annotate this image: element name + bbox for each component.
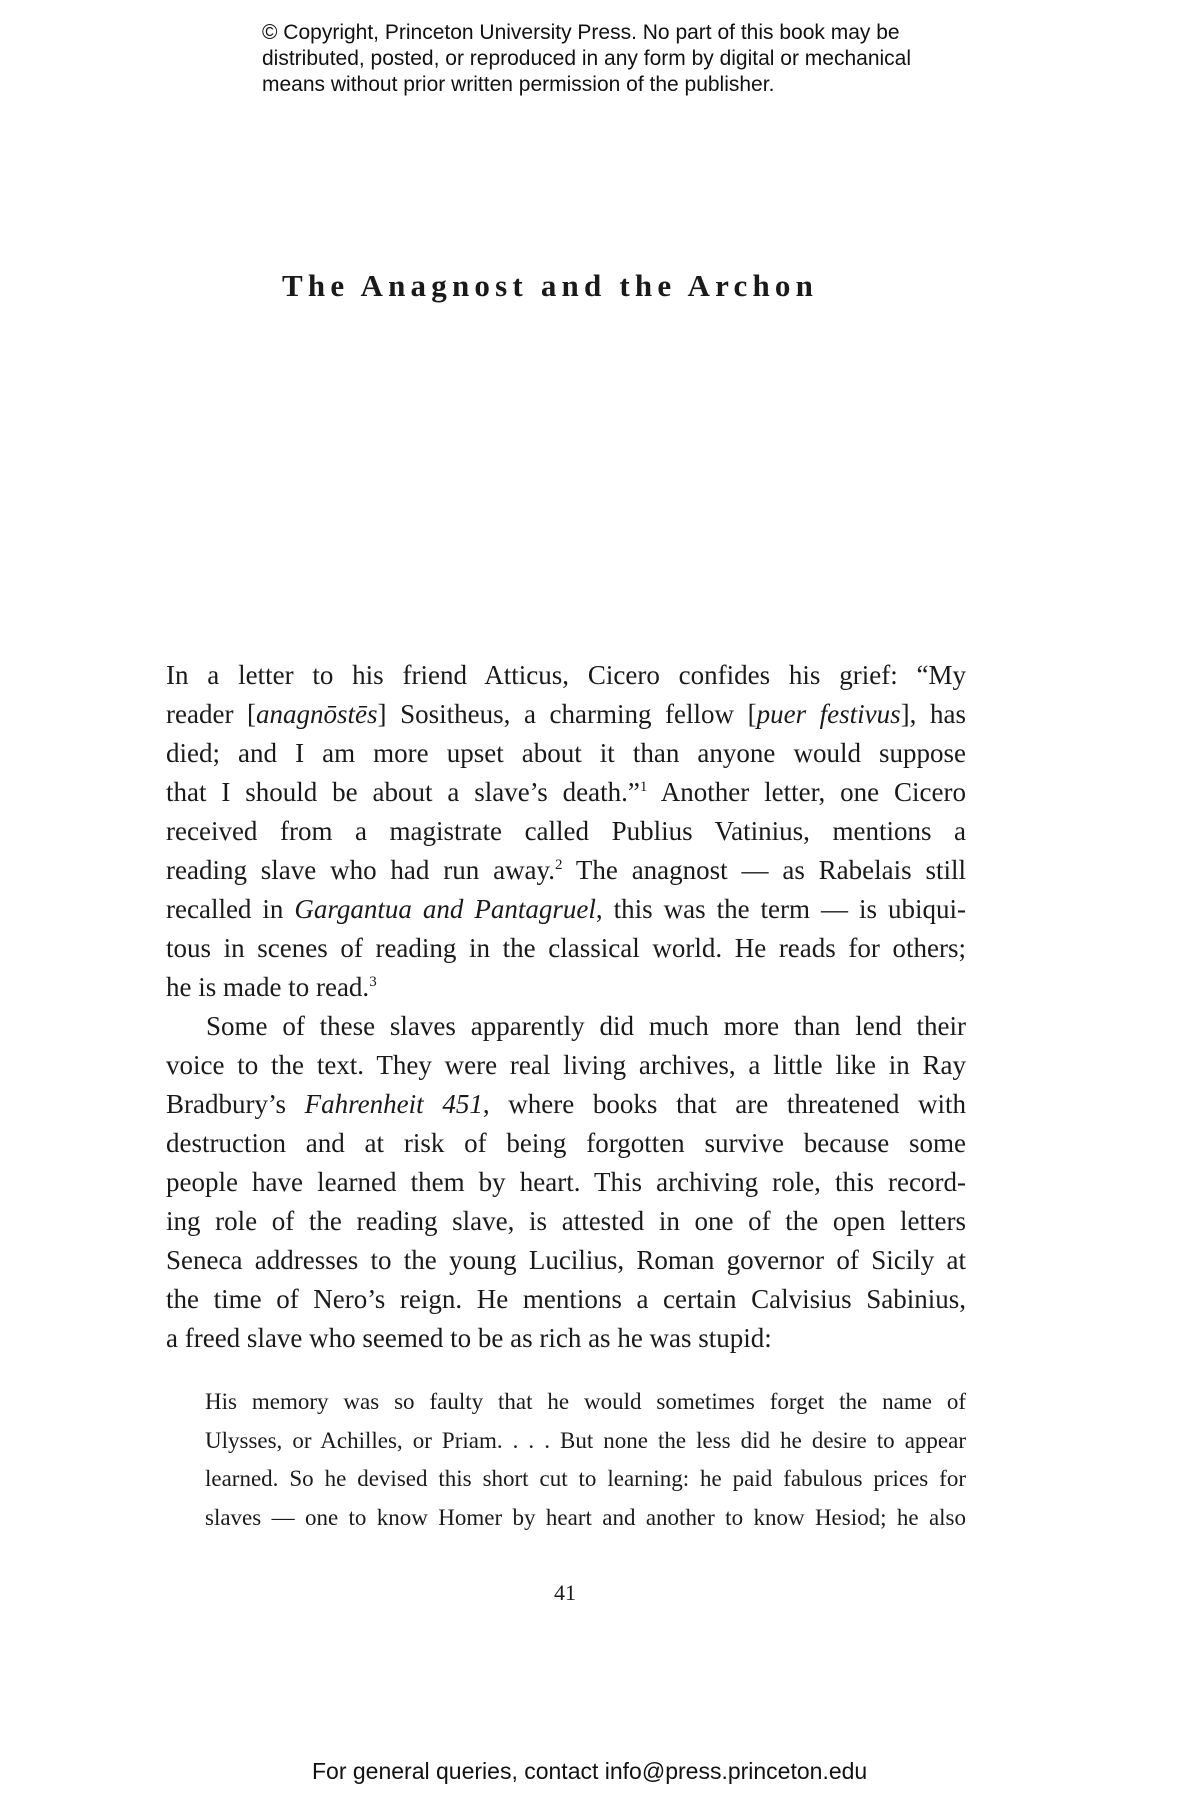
text-line: [166, 1085, 966, 1124]
copyright-line-1: © Copyright, Princeton University Press. No part of this book may be: [262, 21, 900, 44]
text-span: voice to the text. They were real living archives, a little like in Ray: [166, 1050, 966, 1080]
copyright-line-3: means without prior written permission of the publisher.: [262, 73, 775, 96]
text-line: [166, 1280, 966, 1319]
text-line: [166, 1124, 966, 1163]
footnote-marker: 2: [555, 857, 563, 873]
block-quote: [205, 1383, 966, 1537]
page-number: 41: [554, 1580, 576, 1605]
text-span: The anagnost — as Rabelais still: [562, 855, 966, 885]
text-span: the time of Nero’s reign. He mentions a certain Calvisius Sabinius,: [166, 1284, 966, 1314]
paragraph-1: [166, 656, 966, 1007]
footer-contact: For general queries, contact info@press.princeton.edu: [312, 1758, 868, 1784]
quote-line: Ulysses, or Achilles, or Priam. . . . But none the less did he desire to appear: [205, 1427, 966, 1453]
text-span: ] Sositheus, a charming fellow [: [377, 699, 757, 729]
italic-title: Fahrenheit 451: [304, 1089, 483, 1119]
text-line: [166, 656, 966, 695]
text-span: , this was the term — is ubiqui-: [595, 894, 966, 924]
text-span: received from a magistrate called Publius Vatinius, mentions a: [166, 816, 966, 846]
quote-line: slaves — one to know Homer by heart and another to know Hesiod; he also: [205, 1504, 966, 1530]
text-span: recalled in: [166, 894, 295, 924]
text-line: [166, 851, 966, 890]
italic-title: Gargantua and Pantagruel: [294, 894, 596, 924]
italic-term: puer festivus: [756, 699, 901, 729]
copyright-notice: [262, 20, 1022, 98]
text-span: Bradbury’s: [166, 1089, 305, 1119]
text-line: [166, 1319, 966, 1358]
text-span: ], has: [900, 699, 966, 729]
body-text: [166, 656, 966, 1358]
text-span: reader [: [166, 699, 257, 729]
footnote-marker: 3: [369, 974, 377, 990]
text-line: [166, 812, 966, 851]
text-span: a freed slave who seemed to be as rich as he was stupid:: [166, 1323, 772, 1353]
text-span: ing role of the reading slave, is attested in one of the open letters: [166, 1206, 966, 1236]
text-span: people have learned them by heart. This archiving role, this record-: [166, 1167, 966, 1197]
text-span: tous in scenes of reading in the classical world. He reads for others;: [166, 933, 966, 963]
italic-term: anagnōstēs: [256, 699, 378, 729]
text-line: [166, 1163, 966, 1202]
text-span: Some of these slaves apparently did much more than lend their: [206, 1011, 966, 1041]
copyright-line-2: distributed, posted, or reproduced in any form by digital or mechanical: [262, 47, 912, 70]
text-span: died; and I am more upset about it than anyone would suppose: [166, 738, 966, 768]
chapter-title: The Anagnost and the Archon: [282, 268, 819, 303]
text-span: Seneca addresses to the young Lucilius, Roman governor of Sicily at: [166, 1245, 966, 1275]
footnote-marker: 1: [639, 779, 648, 795]
paragraph-2: [166, 1007, 966, 1358]
text-span: that I should be about a slave’s death.”: [166, 777, 640, 807]
text-line: [166, 1202, 966, 1241]
text-span: Another letter, one Cicero: [647, 777, 966, 807]
text-line: [166, 734, 966, 773]
text-line: [166, 1241, 966, 1280]
text-line: [166, 773, 966, 812]
quote-line: His memory was so faulty that he would sometimes forget the name of: [205, 1389, 966, 1414]
text-line: [166, 695, 966, 734]
text-line: [166, 890, 966, 929]
text-span: reading slave who had run away.: [166, 855, 556, 885]
text-line: [166, 929, 966, 968]
text-span: In a letter to his friend Atticus, Cicero confides his grief: “My: [166, 660, 966, 690]
text-span: destruction and at risk of being forgotten survive because some: [166, 1128, 966, 1158]
quote-line: learned. So he devised this short cut to learning: he paid fabulous prices for: [205, 1466, 966, 1491]
text-line: [166, 1007, 966, 1046]
text-span: he is made to read.: [166, 972, 370, 1002]
text-line: [166, 1046, 966, 1085]
text-span: , where books that are threatened with: [482, 1089, 967, 1119]
text-line: [166, 968, 966, 1007]
